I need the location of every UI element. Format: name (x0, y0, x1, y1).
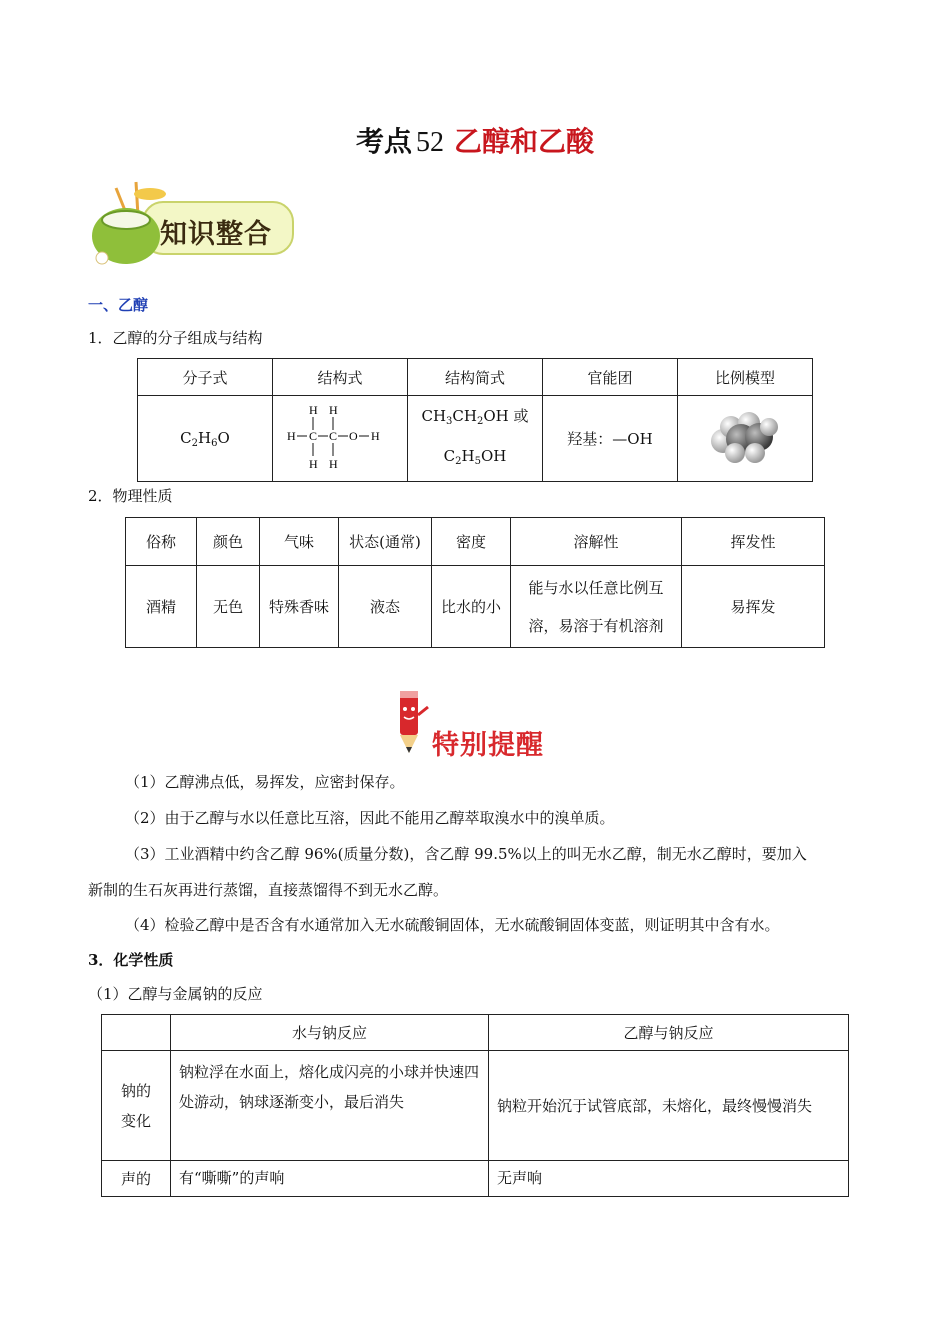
table-header: 状态(通常) (339, 518, 432, 566)
table-header: 比例模型 (678, 359, 813, 396)
row-label: 钠的变化 (102, 1051, 171, 1161)
atom-label: H (329, 402, 338, 417)
table-header: 结构式 (273, 359, 408, 396)
table-header: 分子式 (138, 359, 273, 396)
table-cell: 有“嘶嘶”的声响 (171, 1161, 489, 1197)
table-header: 水与钠反应 (171, 1015, 489, 1051)
atom-label: C (309, 428, 318, 443)
pencil-icon (388, 685, 432, 757)
table-cell: 无色 (197, 566, 260, 648)
simple-formula: $CH_3CH_2OH$ 或 $C_2H_5OH$ (408, 396, 543, 482)
section-heading-ethanol: 一、乙醇 (88, 296, 149, 314)
table-cell: 无声响 (489, 1161, 849, 1197)
subheading-physical: 2．物理性质 (88, 487, 173, 505)
atom-label: O (349, 428, 358, 443)
atom-label: H (309, 402, 318, 417)
table-header: 颜色 (197, 518, 260, 566)
knowledge-banner (88, 178, 303, 270)
table-header: 结构简式 (408, 359, 543, 396)
table-cell: 酒精 (126, 566, 197, 648)
space-filling-model (678, 396, 813, 482)
structure-table (137, 358, 813, 482)
table-cell: 比水的小 (432, 566, 511, 648)
note-4: （4）检验乙醇中是否含有水通常加入无水硫酸铜固体，无水硫酸铜固体变蓝，则证明其中含有水。 (125, 916, 780, 934)
subheading-sodium-reaction: （1）乙醇与金属钠的反应 (88, 985, 263, 1003)
note-1: （1）乙醇沸点低，易挥发，应密封保存。 (125, 773, 405, 791)
special-note-banner (388, 685, 578, 761)
note-3-continued: 新制的生石灰再进行蒸馏，直接蒸馏得不到无水乙醇。 (88, 881, 449, 899)
atom-label: C (329, 428, 338, 443)
structural-formula (273, 396, 408, 482)
row-label: 声的 (102, 1161, 171, 1197)
table-header: 气味 (260, 518, 339, 566)
sodium-reaction-table (101, 1014, 849, 1197)
table-cell: 易挥发 (682, 566, 825, 648)
table-header: 密度 (432, 518, 511, 566)
atom-label: H (371, 428, 380, 443)
table-cell: 钠粒开始沉于试管底部，未熔化，最终慢慢消失 (489, 1051, 849, 1161)
molecular-formula: $C_2H_6O$ (138, 396, 273, 482)
subheading-structure: 1．乙醇的分子组成与结构 (88, 329, 263, 347)
table-header: 挥发性 (682, 518, 825, 566)
note-3: （3）工业酒精中约含乙醇 96%(质量分数)，含乙醇 99.5%以上的叫无水乙醇，制无水乙醇时，要加入 (125, 845, 807, 863)
table-cell: 特殊香味 (260, 566, 339, 648)
physical-properties-table (125, 517, 825, 648)
special-note-text: 特别提醒 (432, 730, 544, 761)
subheading-chemical: 3．化学性质 (88, 951, 174, 969)
atom-label: H (329, 456, 338, 471)
table-header: 乙醇与钠反应 (489, 1015, 849, 1051)
table-cell: 能与水以任意比例互溶，易溶于有机溶剂 (511, 566, 682, 648)
page-title: 考点 52 乙醇和乙酸 (355, 125, 595, 158)
note-2: （2）由于乙醇与水以任意比互溶，因此不能用乙醇萃取溴水中的溴单质。 (125, 809, 615, 827)
atom-label: H (309, 456, 318, 471)
atom-label: H (287, 428, 296, 443)
table-header: 溶解性 (511, 518, 682, 566)
molecule-model-icon (705, 407, 785, 467)
table-header: 俗称 (126, 518, 197, 566)
table-header (102, 1015, 171, 1051)
table-cell: 钠粒浮在水面上，熔化成闪亮的小球并快速四处游动，钠球逐渐变小，最后消失 (171, 1051, 489, 1161)
table-cell: 液态 (339, 566, 432, 648)
table-header: 官能团 (543, 359, 678, 396)
knowledge-banner-text: 知识整合 (160, 219, 272, 250)
functional-group: 羟基：—OH (543, 396, 678, 482)
